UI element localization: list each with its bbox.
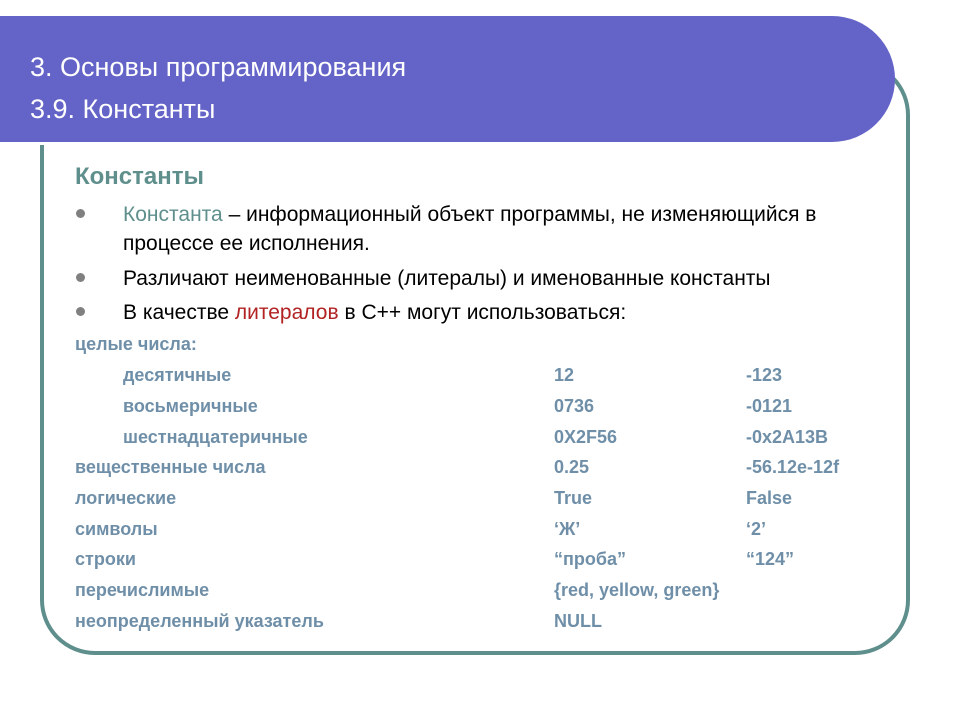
bullet-dot-icon (76, 307, 85, 316)
bullet-dot-icon (76, 273, 85, 282)
bullet-dot-icon (76, 209, 85, 218)
slide-subtitle: Константы (75, 163, 204, 190)
row-value-1: “проба” (554, 549, 626, 569)
bullet-text-before: В качестве (123, 301, 235, 324)
slide-title-topic: 3.9. Константы (30, 94, 216, 124)
row-label: логические (75, 488, 177, 508)
row-value-1: NULL (554, 611, 602, 631)
bullet-text-after: в С++ могут использоваться: (338, 301, 627, 324)
row-value-1: 0.25 (554, 457, 590, 477)
row-value-1: 0X2F56 (554, 427, 618, 447)
row-label: шестнадцатеричные (123, 427, 308, 447)
row-value-1: 0736 (554, 396, 595, 416)
row-value-1: ‘Ж’ (554, 519, 581, 539)
bullet-text: Различают неименованные (литералы) и именованные константы (123, 267, 771, 290)
row-value-1: 12 (554, 365, 575, 385)
row-value-1: {red, yellow, green} (554, 580, 720, 600)
bullet-term: литералов (234, 301, 339, 324)
bullet-kinds (123, 264, 883, 293)
row-value-2: -0121 (746, 396, 793, 416)
row-value-2: False (746, 488, 793, 508)
row-label: неопределенный указатель (75, 611, 324, 631)
bullet-text: – информационный объект программы, не изменяющийся в процессе ее исполнения. (123, 203, 817, 255)
row-label: восьмеричные (123, 396, 258, 416)
header-divider (0, 142, 848, 145)
row-value-2: ‘2’ (746, 519, 767, 539)
slide-title-section: 3. Основы программирования (30, 52, 407, 82)
row-label: перечислимые (75, 580, 210, 600)
bullet-literals (123, 298, 883, 327)
integers-heading: целые числа: (75, 334, 197, 354)
row-label: символы (75, 519, 158, 539)
row-label: строки (75, 549, 136, 569)
row-value-2: “124” (746, 549, 795, 569)
bullet-term: Константа (123, 203, 223, 226)
row-label: десятичные (123, 365, 232, 385)
row-value-2: -56.12e-12f (746, 457, 840, 477)
row-label: вещественные числа (75, 457, 266, 477)
row-value-2: -0x2A13B (746, 427, 829, 447)
header-banner (0, 16, 895, 142)
bullet-definition (123, 200, 883, 258)
row-value-1: True (554, 488, 593, 508)
row-value-2: -123 (746, 365, 783, 385)
